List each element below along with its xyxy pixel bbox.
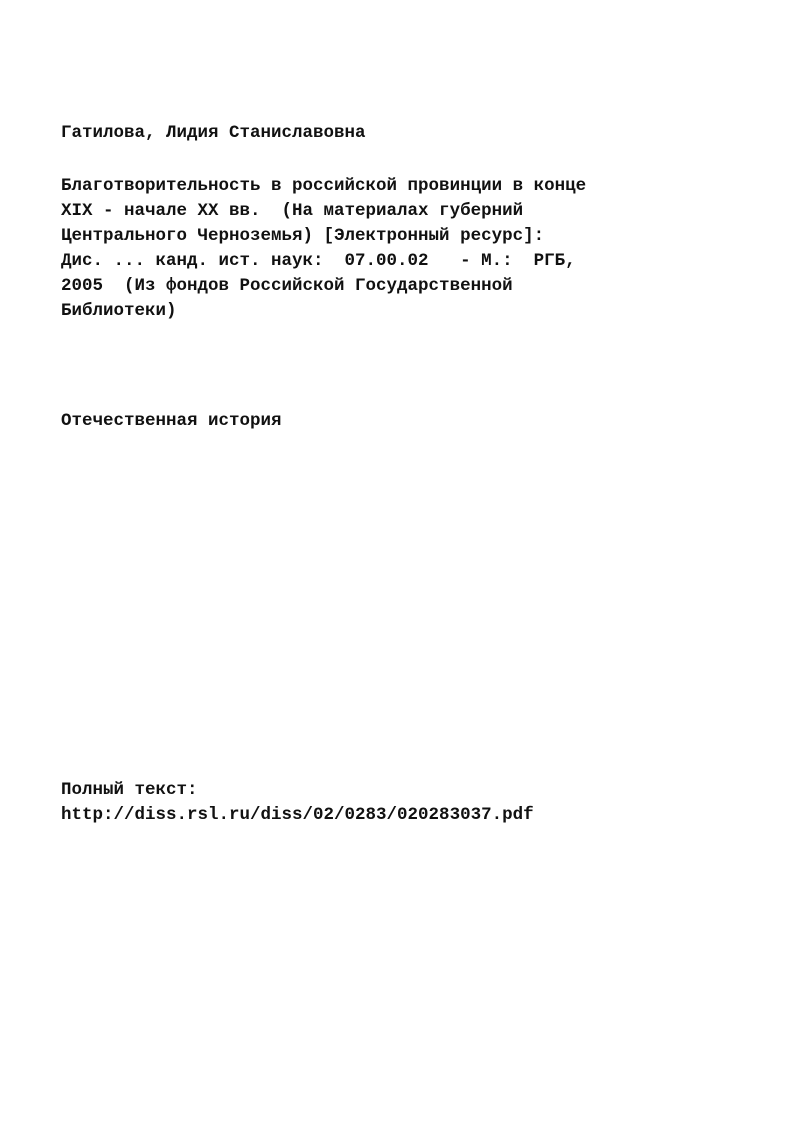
title-line: Дис. ... канд. ист. наук: 07.00.02 - М.: РГБ,	[61, 251, 576, 271]
title-line: Библиотеки)	[61, 301, 177, 321]
title-line: XIX - начале XX вв. (На материалах губерний	[61, 201, 524, 221]
title-line: Центрального Черноземья) [Электронный ресурс]:	[61, 226, 545, 246]
title-line: Благотворительность в российской провинции в конце	[61, 176, 587, 196]
author-name: Гатилова, Лидия Станиславовна	[61, 123, 366, 143]
subject-heading: Отечественная история	[61, 411, 282, 431]
fulltext-link[interactable]: http://diss.rsl.ru/diss/02/0283/020283037.pdf	[61, 805, 534, 825]
fulltext-label: Полный текст:	[61, 780, 198, 800]
title-line: 2005 (Из фондов Российской Государственной	[61, 276, 513, 296]
